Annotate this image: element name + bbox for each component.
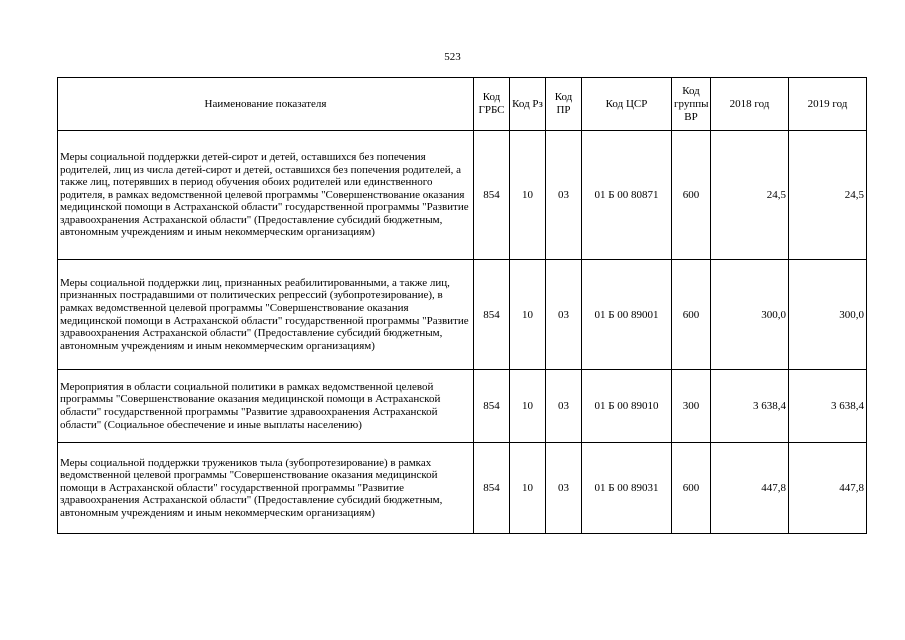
- table-row: [58, 443, 867, 534]
- header-csr: Код ЦСР: [582, 78, 672, 131]
- pr-code: 03: [546, 443, 582, 534]
- page-number: 523: [444, 51, 461, 63]
- header-vr: Код группы ВР: [672, 78, 711, 131]
- indicator-name: Меры социальной поддержки тружеников тыла (зубопротезирование) в рамках ведомственной целевой программы "Совершенствование оказания медицинской помощи в Астраханской области" государственной программы "Развитие здравоохранения Астраханской области" (Предоставление субсидий бюджетным, автономным учреждениям и иным некоммерческим организациям): [58, 443, 474, 534]
- csr-code: 01 Б 00 89010: [582, 370, 672, 443]
- header-2018: 2018 год: [711, 78, 789, 131]
- header-grbs: Код ГРБС: [474, 78, 510, 131]
- vr-code: 600: [672, 260, 711, 370]
- grbs-code: 854: [474, 131, 510, 260]
- csr-code: 01 Б 00 89031: [582, 443, 672, 534]
- amount-2019: 24,5: [789, 131, 867, 260]
- table-row: [58, 370, 867, 443]
- grbs-code: 854: [474, 443, 510, 534]
- vr-code: 600: [672, 443, 711, 534]
- header-row: [58, 78, 867, 131]
- rz-code: 10: [510, 443, 546, 534]
- table-row: [58, 260, 867, 370]
- budget-table: [57, 77, 867, 534]
- rz-code: 10: [510, 370, 546, 443]
- header-2019: 2019 год: [789, 78, 867, 131]
- amount-2019: 300,0: [789, 260, 867, 370]
- grbs-code: 854: [474, 370, 510, 443]
- header-pr: Код ПР: [546, 78, 582, 131]
- header-name: Наименование показателя: [58, 78, 474, 131]
- pr-code: 03: [546, 370, 582, 443]
- indicator-name: Меры социальной поддержки лиц, признанных реабилитированными, а также лиц, признанных пострадавшими от политических репрессий (зубопротезирование), в рамках ведомственной целевой программы "Совершенствование оказания медицинской помощи в Астраханской области" государственной программы "Развитие здравоохранения Астраханской области" (Предоставление субсидий бюджетным, автономным учреждениям и иным некоммерческим организациям): [58, 260, 474, 370]
- vr-code: 300: [672, 370, 711, 443]
- rz-code: 10: [510, 260, 546, 370]
- amount-2018: 300,0: [711, 260, 789, 370]
- grbs-code: 854: [474, 260, 510, 370]
- amount-2019: 3 638,4: [789, 370, 867, 443]
- amount-2018: 447,8: [711, 443, 789, 534]
- csr-code: 01 Б 00 89001: [582, 260, 672, 370]
- amount-2019: 447,8: [789, 443, 867, 534]
- vr-code: 600: [672, 131, 711, 260]
- table-row: [58, 131, 867, 260]
- amount-2018: 24,5: [711, 131, 789, 260]
- indicator-name: Меры социальной поддержки детей-сирот и детей, оставшихся без попечения родителей, лиц из числа детей-сирот и детей, оставшихся без попечения родителей, а также лиц, потерявших в период обучения обоих родителей или единственного родителя, в рамках ведомственной целевой программы "Совершенствование оказания медицинской помощи в Астраханской области" государственной программы "Развитие здравоохранения Астраханской области" (Предоставление субсидий бюджетным, автономным учреждениям и иным некоммерческим организациям): [58, 131, 474, 260]
- indicator-name: Мероприятия в области социальной политики в рамках ведомственной целевой программы "Совершенствование оказания медицинской помощи в Астраханской области" государственной программы "Развитие здравоохранения Астраханской области" (Социальное обеспечение и иные выплаты населению): [58, 370, 474, 443]
- csr-code: 01 Б 00 80871: [582, 131, 672, 260]
- amount-2018: 3 638,4: [711, 370, 789, 443]
- header-rz: Код Рз: [510, 78, 546, 131]
- pr-code: 03: [546, 260, 582, 370]
- rz-code: 10: [510, 131, 546, 260]
- pr-code: 03: [546, 131, 582, 260]
